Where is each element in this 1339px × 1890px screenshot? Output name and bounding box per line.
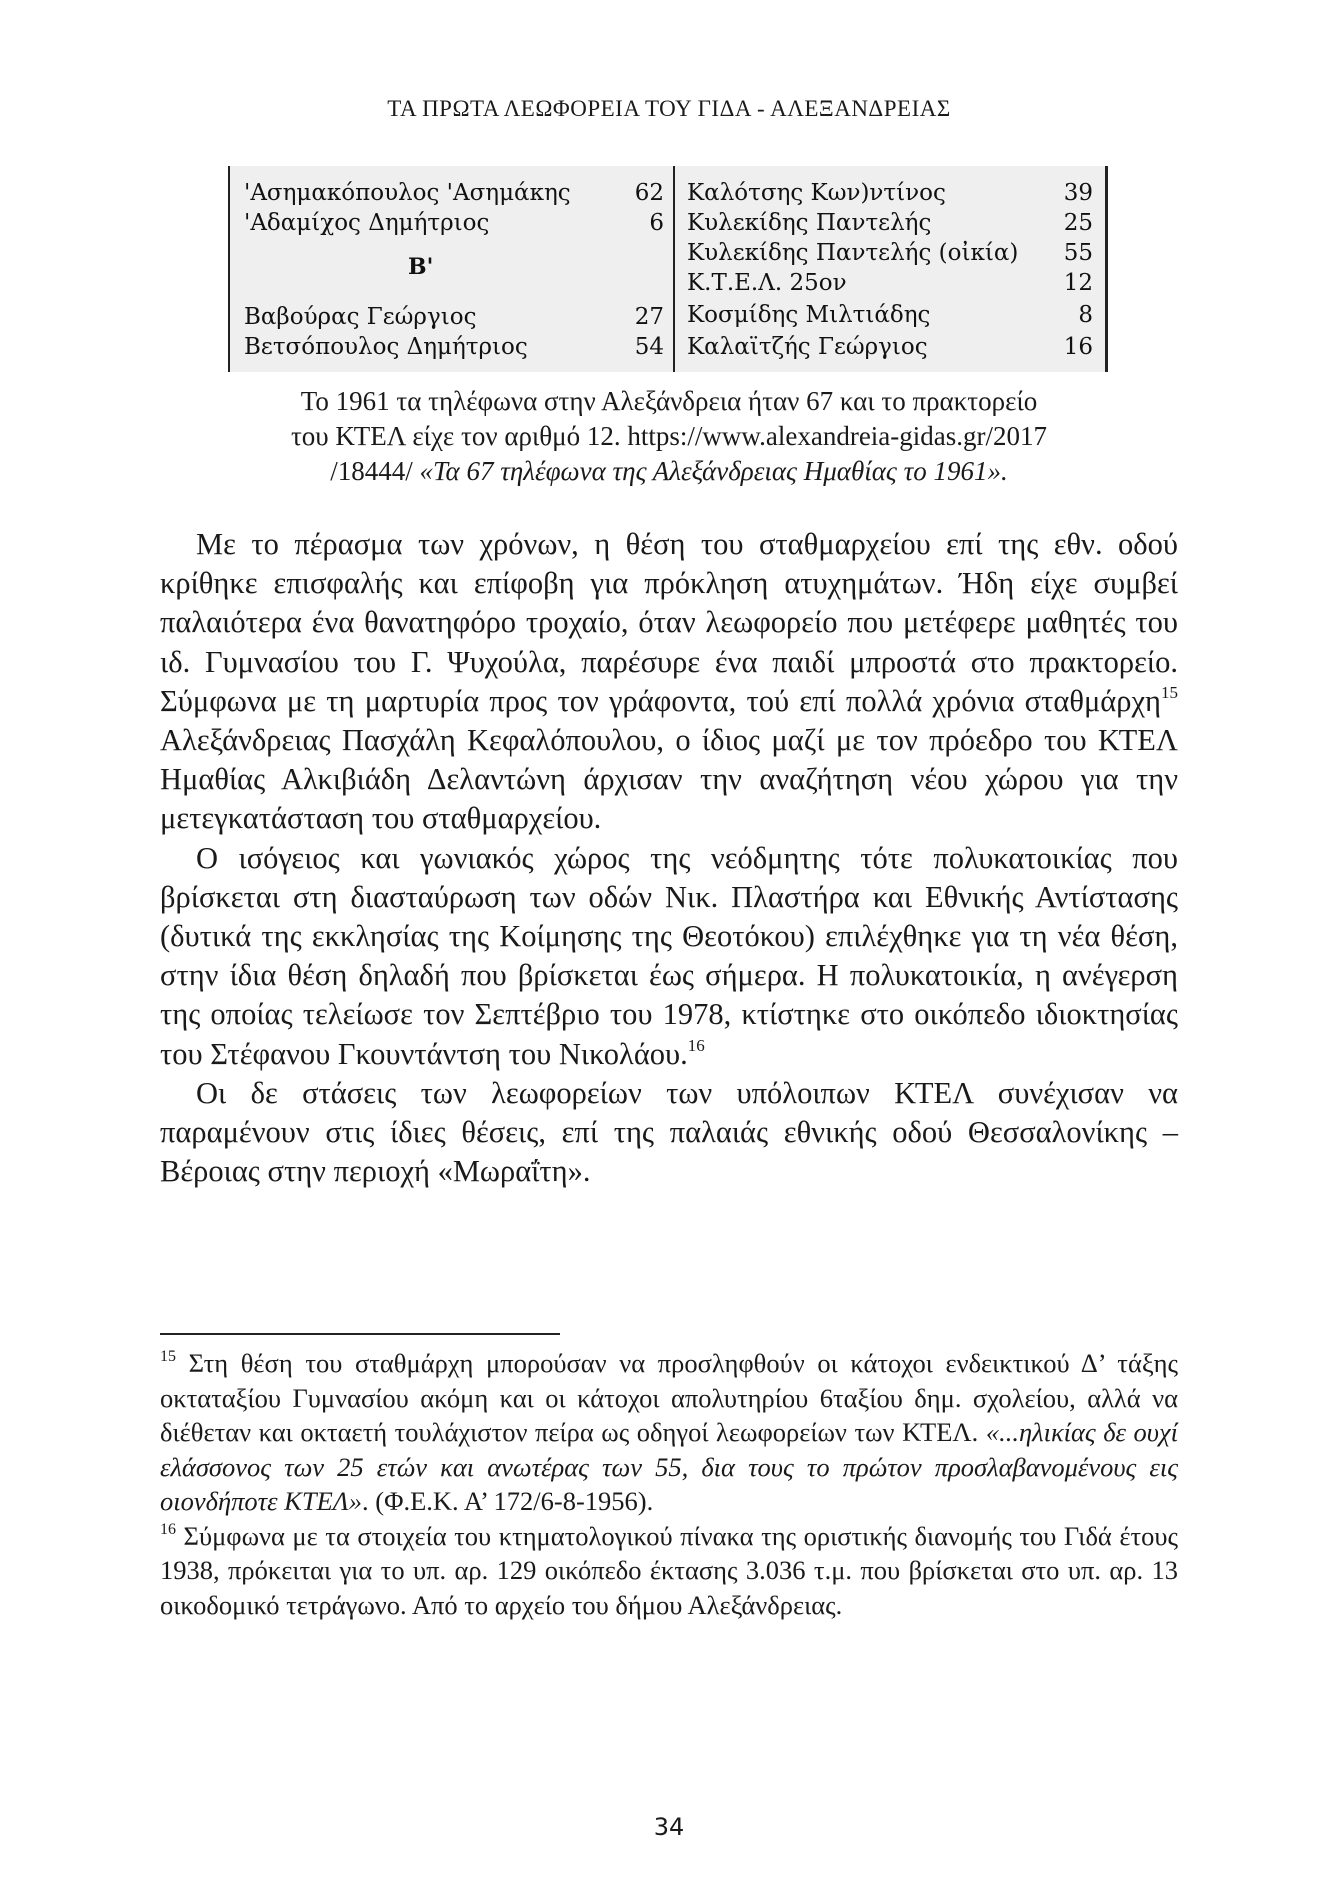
clipping-entry [687, 302, 1093, 332]
footnote-quote: «...ηλικίας δε ουχί ελάσσονος των 25 ετών και ανωτέρας των 55, δια τους το πρώτον προσλαβανομένους εις οιονδήποτε ΚΤΕΛ» [160, 1417, 1178, 1516]
footnote-text: Σύμφωνα με τα στοιχεία του κτηματολογικού πίνακα της οριστικής διανομής του Γιδά έτους 1938, πρόκειται για το υπ. αρ. 129 οικόπεδο έκτασης 3.036 τ.μ. που βρίσκεται στο υπ. αρ. 13 οικοδομικό τετράγωνο. Από το αρχείο του δήμου Αλεξάνδρειας. [160, 1520, 1178, 1620]
entry-number: 39 [1063, 180, 1093, 206]
section-letter: Β' [408, 254, 434, 280]
caption-line [160, 454, 1178, 489]
clipping-entry [244, 304, 664, 334]
entry-number: 55 [1063, 240, 1093, 266]
figure-caption [160, 384, 1178, 489]
entry-number: 62 [634, 180, 664, 206]
paragraph-text: Αλεξάνδρειας Πασχάλη Κεφαλόπουλου, ο ίδιος μαζί με τον πρόεδρο του ΚΤΕΛ Ημαθίας Αλκιβιάδη Δελαντώνη άρχισαν την αναζήτηση νέου χώρου για την μετεγκατάσταση του σταθμαρχείου. [160, 723, 1178, 836]
running-header: ΤΑ ΠΡΩΤΑ ΛΕΩΦΟΡΕΙΑ ΤΟΥ ΓΙΔΑ - ΑΛΕΞΑΝΔΡΕΙΑΣ [387, 96, 951, 121]
clipping-entry [687, 334, 1093, 364]
footnote-text: Στη θέση του σταθμάρχη μπορούσαν να προσληφθούν οι κάτοχοι ενδεικτικού Δ’ τάξης οκταταξίου Γυμνασίου ακόμη και οι κάτοχοι απολυτηρίου 6ταξίου δημ. σχολείου, αλλά να διέθεταν και οκταετή τουλάχιστον πείρα ως οδηγοί λεωφορείων των ΚΤΕΛ. [160, 1348, 1178, 1447]
footnote-text: . (Φ.Ε.Κ. Α’ 172/6-8-1956). [362, 1486, 654, 1516]
entry-name: Κυλεκίδης Παντελής (οἰκία) [687, 240, 1019, 266]
footnote-15 [160, 1346, 1178, 1519]
entry-name: Κυλεκίδης Παντελής [687, 210, 932, 236]
clipping-left-column [228, 166, 676, 372]
entry-number: 16 [1063, 334, 1093, 360]
entry-name: Βετσόπουλος Δημήτριος [244, 334, 528, 360]
paragraph-text: Ο ισόγειος και γωνιακός χώρος της νεόδμητης τότε πολυκατοικίας που βρίσκεται στη διασταύρωση των οδών Νικ. Πλαστήρα και Εθνικής Αντίστασης (δυτικά της εκκλησίας της Κοίμησης της Θεοτόκου) επιλέχθηκε για τη νέα θέση, στην ίδια θέση δηλαδή που βρίσκεται έως σήμερα. Η πολυκατοικία, η ανέγερση της οποίας τελείωσε τον Σεπτέβριο του 1978, κτίστηκε στο οικόπεδο ιδιοκτησίας του Στέφανου Γκουντάντση του Νικολάου. [160, 840, 1178, 1071]
footnote-number: 16 [160, 1520, 176, 1538]
clipping-entry [687, 180, 1093, 210]
caption-url-tail: /18444/ [330, 456, 420, 486]
clipping-entry [687, 270, 1093, 300]
entry-name: Βαβούρας Γεώργιος [244, 304, 477, 330]
clipping-entry [687, 240, 1093, 270]
footnote-16 [160, 1519, 1178, 1623]
entry-name: Καλότσης Κων)ντίνος [687, 180, 946, 206]
clipping-right-column [683, 166, 1108, 372]
entry-number: 12 [1063, 270, 1093, 296]
clipping-entry [687, 210, 1093, 240]
caption-line: Το 1961 τα τηλέφωνα στην Αλεξάνδρεια ήταν 67 και το πρακτορείο [300, 386, 1038, 416]
footnote-ref-15[interactable]: 15 [1161, 682, 1178, 702]
entry-number: 8 [1078, 302, 1093, 328]
entry-name: Καλαϊτζής Γεώργιος [687, 334, 928, 360]
clipping-entry [244, 334, 664, 364]
caption-line: του ΚΤΕΛ είχε τον αριθμό 12. https://www.alexandreia-gidas.gr/2017 [290, 421, 1048, 451]
phonebook-clipping [228, 166, 1108, 372]
clipping-entry [244, 180, 664, 210]
entry-name: 'Αδαμίχος Δημήτριος [244, 210, 490, 236]
footnote-number: 15 [160, 1348, 176, 1365]
entry-number: 27 [634, 304, 664, 330]
page-number: 34 [653, 1813, 685, 1841]
paragraph [160, 525, 1178, 839]
entry-name: Κ.Τ.Ε.Λ. 25ον [687, 270, 847, 296]
body-text [160, 525, 1178, 1191]
footnote-separator [160, 1333, 560, 1335]
caption-article-title: «Τα 67 τηλέφωνα της Αλεξάνδρειας Ημαθίας το 1961». [419, 456, 1008, 486]
entry-name: Κοσμίδης Μιλτιάδης [687, 302, 931, 328]
paragraph [160, 839, 1178, 1074]
clipping-entry [244, 210, 664, 240]
clipping-divider [673, 166, 675, 372]
footnote-ref-16[interactable]: 16 [687, 1035, 705, 1055]
paragraph-text: Με το πέρασμα των χρόνων, η θέση του σταθμαρχείου επί της εθν. οδού κρίθηκε επισφαλής και επίφοβη για πρόκληση ατυχημάτων. Ήδη είχε συμβεί παλαιότερα ένα θανατηφόρο τροχαίο, όταν λεωφορείο που μετέφερε μαθητές του ιδ. Γυμνασίου του Γ. Ψυχούλα, παρέσυρε ένα παιδί μπροστά στο πρακτορείο. Σύμφωνα με τη μαρτυρία προς τον γράφοντα, τού επί πολλά χρόνια σταθμάρχη [160, 527, 1178, 718]
entry-name: 'Ασημακόπουλος 'Ασημάκης [244, 180, 571, 206]
footnotes [160, 1346, 1178, 1622]
entry-number: 54 [634, 334, 664, 360]
entry-number: 6 [649, 210, 664, 236]
paragraph: Οι δε στάσεις των λεωφορείων των υπόλοιπων ΚΤΕΛ συνέχισαν να παραμένουν στις ίδιες θέσεις, επί της παλαιάς εθνικής οδού Θεσσαλονίκης – Βέροιας στην περιοχή «Μωραΐτη». [160, 1075, 1178, 1189]
entry-number: 25 [1063, 210, 1093, 236]
